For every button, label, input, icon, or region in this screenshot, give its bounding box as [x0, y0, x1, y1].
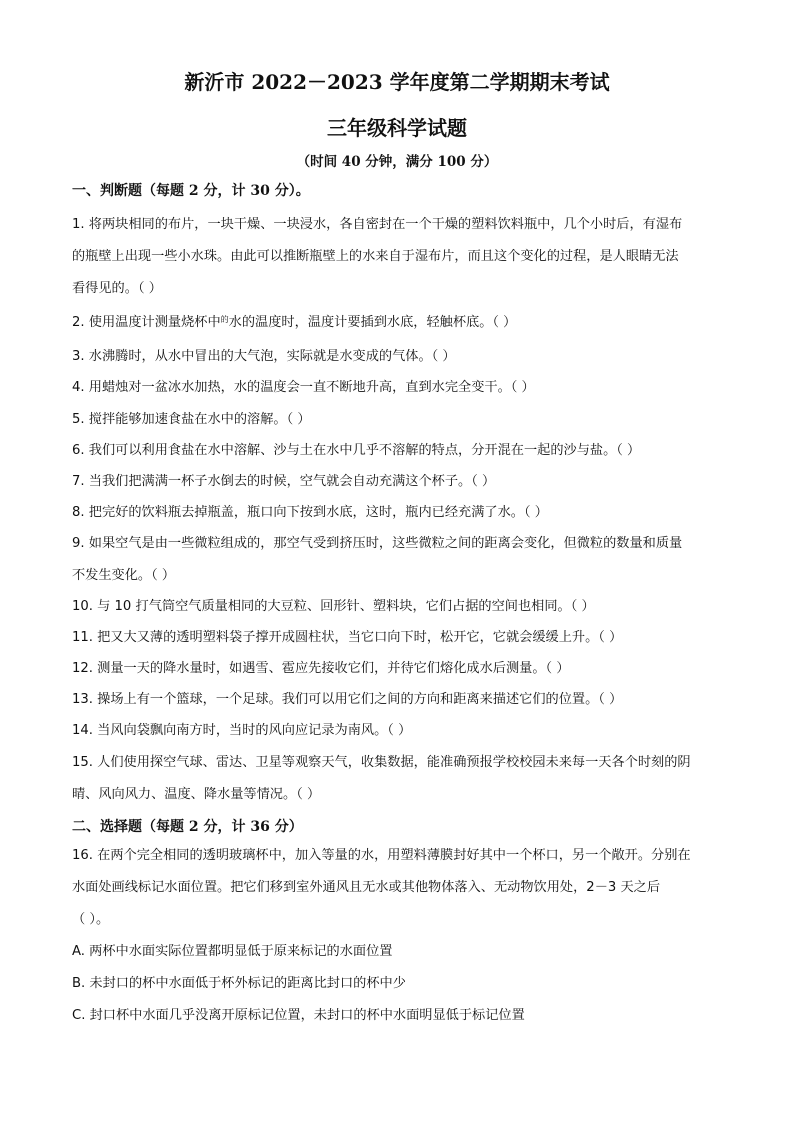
question-superscript: 的	[220, 315, 229, 324]
question-line: 16. 在两个完全相同的透明玻璃杯中，加入等量的水，用塑料薄膜封好其中一个杯口，另一个敞开。分别在	[72, 848, 691, 863]
question-12	[72, 653, 724, 685]
question-line: 10. 与 10 打气筒空气质量相同的大豆粒、回形针、塑料块，它们占据的空间也相同。（ ）	[72, 599, 595, 614]
question-8	[72, 497, 724, 529]
question-line: 13. 操场上有一个篮球，一个足球。我们可以用它们之间的方向和距离来描述它们的位置。（ ）	[72, 692, 623, 707]
question-7	[72, 466, 724, 498]
question-line: 8. 把完好的饮料瓶去掉瓶盖，瓶口向下按到水底，这时，瓶内已经充满了水。（ ）	[72, 505, 548, 520]
question-6	[72, 435, 724, 467]
question-10	[72, 591, 724, 623]
question-line: 12. 测量一天的降水量时，如遇雪、雹应先接收它们，并待它们熔化成水后测量。（ ）	[72, 661, 570, 676]
option-a: A. 两杯中水面实际位置都明显低于原来标记的水面位置	[72, 944, 393, 959]
question-line: 看得见的。（ ）	[72, 281, 162, 296]
question-line: 4. 用蜡烛对一盆冰水加热，水的温度会一直不断地升高，直到水完全变干。（ ）	[72, 380, 535, 395]
question-line: 6. 我们可以利用食盐在水中溶解、沙与土在水中几乎不溶解的特点，分开混在一起的沙与盐。（ ）	[72, 443, 641, 458]
question-text: 2. 使用温度计测量烧杯中	[72, 315, 221, 330]
question-line: 9. 如果空气是由一些微粒组成的，那空气受到挤压时，这些微粒之间的距离会变化，但微粒的数量和质量	[72, 536, 683, 551]
question-13	[72, 684, 724, 716]
question-line	[72, 307, 724, 339]
question-line: 15. 人们使用探空气球、雷达、卫星等观察天气，收集数据，能准确预报学校校园未来每一天各个时刻的阴	[72, 755, 691, 770]
question-2	[72, 307, 724, 339]
option-c: C. 封口杯中水面几乎没离开原标记位置，未封口的杯中水面明显低于标记位置	[72, 1008, 525, 1023]
question-line: （ ）。	[72, 912, 110, 927]
question-1	[72, 209, 724, 305]
question-line: 5. 搅拌能够加速食盐在水中的溶解。（ ）	[72, 412, 311, 427]
question-14	[72, 715, 724, 747]
option-b: B. 未封口的杯中水面低于杯外标记的距离比封口的杯中少	[72, 976, 406, 991]
question-5	[72, 404, 724, 436]
question-line: 3. 水沸腾时，从水中冒出的大气泡，实际就是水变成的气体。（ ）	[72, 349, 456, 364]
question-line: 晴、风向风力、温度、降水量等情况。（ ）	[72, 787, 321, 802]
question-line: 14. 当风向袋飘向南方时，当时的风向应记录为南风。（ ）	[72, 723, 412, 738]
question-9	[72, 528, 724, 592]
question-15	[72, 747, 724, 811]
question-line: 7. 当我们把满满一杯子水倒去的时候，空气就会自动充满这个杯子。（ ）	[72, 474, 496, 489]
question-line: 1. 将两块相同的布片，一块干燥、一块浸水，各自密封在一个干燥的塑料饮料瓶中，几个小时后，有湿布	[72, 217, 683, 232]
question-line: 水面处画线标记水面位置。把它们移到室外通风且无水或其他物体落入、无动物饮用处，2－3 天之后	[72, 880, 661, 895]
question-line: 的瓶壁上出现一些小水珠。由此可以推断瓶壁上的水来自于湿布片，而且这个变化的过程，是人眼睛无法	[72, 249, 679, 264]
exam-title: 新沂市 2022－2023 学年度第二学期期末考试	[184, 70, 610, 94]
question-line: 11. 把又大又薄的透明塑料袋子撑开成圆柱状，当它口向下时，松开它，它就会缓缓上升。（ ）	[72, 630, 623, 645]
section-1-heading: 一、判断题（每题 2 分，计 30 分）。	[72, 183, 310, 199]
question-text: 水的温度时，温度计要插到水底，轻触杯底。（ ）	[228, 315, 517, 330]
question-11	[72, 622, 724, 654]
question-line: 不发生变化。（ ）	[72, 568, 176, 583]
question-4	[72, 372, 724, 404]
exam-time-note: （时间 40 分钟，满分 100 分）	[296, 154, 498, 170]
question-3	[72, 341, 724, 373]
exam-subtitle: 三年级科学试题	[327, 116, 467, 140]
question-16	[72, 840, 724, 1032]
section-2-heading: 二、选择题（每题 2 分，计 36 分）	[72, 819, 303, 835]
